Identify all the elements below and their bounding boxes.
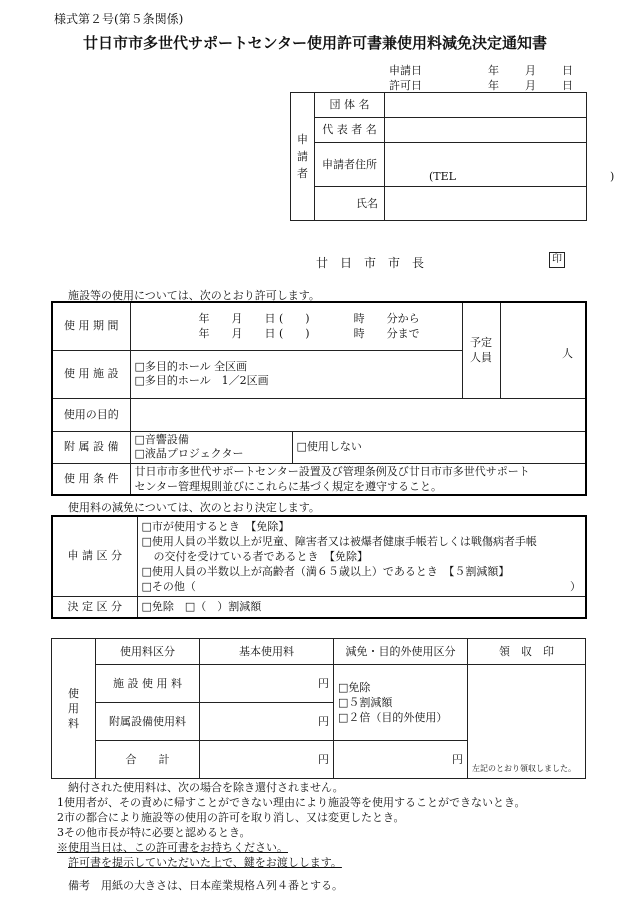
- fee-row-total: 合 計: [96, 741, 200, 779]
- reduction-option-city[interactable]: □市が使用するとき 【免除】: [141, 519, 290, 533]
- reduction-apply-label: 申 請 区 分: [52, 516, 137, 596]
- name-label: 氏名: [315, 187, 385, 221]
- usage-table: [51, 301, 587, 496]
- fee-col-exempt: 減免・目的外使用区分: [334, 639, 468, 665]
- fee-exempt-total[interactable]: 円: [334, 741, 468, 779]
- group-name-label: 団 体 名: [315, 93, 385, 118]
- fee-facility-amount[interactable]: 円: [200, 665, 334, 703]
- fee-row-equipment: 附属設備使用料: [96, 703, 200, 741]
- reduction-option-children-cont: の交付を受けている者であるとき 【免除】: [153, 549, 368, 563]
- note-1: 1使用者が、その責めに帰すことができない理由により施設等を使用することができないとき。: [57, 796, 526, 809]
- facility-label: 使 用 施 設: [52, 350, 130, 398]
- address-label: 申請者住所: [315, 143, 385, 187]
- date-day: 日: [562, 64, 573, 77]
- planned-field[interactable]: [500, 302, 586, 398]
- fee-side-label: 使用料: [52, 639, 96, 779]
- note-key: 許可書を提示していただいた上で、鍵をお渡しします。: [68, 856, 342, 869]
- planned-label: 予定人員: [462, 302, 500, 398]
- permit-date-label: 許可日: [389, 79, 422, 92]
- page-title: 廿日市市多世代サポートセンター使用許可書兼使用料減免決定通知書: [83, 34, 547, 52]
- period-label: 使 用 期 間: [52, 302, 130, 350]
- purpose-field[interactable]: [130, 398, 586, 431]
- fee-col-receipt: 領 収 印: [468, 639, 586, 665]
- note-refund: 納付された使用料は、次の場合を除き還付されません。: [68, 781, 344, 794]
- reduction-option-other[interactable]: □その他（ ）: [141, 579, 581, 593]
- fee-col-category: 使用料区分: [96, 639, 200, 665]
- period-to: 年 月 日 ( ) 時 分まで: [198, 327, 420, 341]
- purpose-label: 使用の目的: [52, 398, 130, 431]
- mayor-label: 廿 日 市 市 長: [316, 256, 425, 270]
- facility-option-all[interactable]: □多目的ホール 全区画: [134, 360, 248, 373]
- date-year: 年: [488, 79, 499, 92]
- period-field[interactable]: [130, 302, 462, 350]
- fee-exempt-option-free[interactable]: □免除: [338, 681, 371, 694]
- remark: 備考 用紙の大きさは、日本産業規格Ａ列４番とする。: [68, 879, 343, 892]
- applicant-side-label: 申請者: [291, 93, 315, 221]
- equipment-option-none[interactable]: □使用しない: [292, 431, 586, 463]
- equipment-option-sound[interactable]: □音響設備: [134, 433, 189, 446]
- date-day: 日: [562, 79, 573, 92]
- note-bring-permit: ※使用当日は、この許可書をお持ちください。: [57, 841, 288, 854]
- form-id: 様式第２号(第５条関係): [54, 12, 184, 26]
- decision-options[interactable]: □免除 □（ ）割減額: [137, 596, 586, 618]
- equipment-label: 附 属 設 備: [52, 431, 130, 463]
- receipt-stamp-area: [468, 665, 586, 779]
- fee-equipment-amount[interactable]: 円: [200, 703, 334, 741]
- reduction-intro: 使用料の減免については、次のとおり決定します。: [68, 501, 320, 514]
- facility-field: [130, 350, 462, 398]
- note-2: 2市の都合により施設等の使用の許可を取り消し、又は変更したとき。: [57, 811, 405, 824]
- tel-text: (TEL ): [429, 170, 615, 183]
- date-month: 月: [525, 79, 536, 92]
- receipt-note: 左記のとおり領収しました。: [472, 764, 576, 773]
- fee-table: [51, 638, 586, 779]
- seal-icon: 印: [549, 252, 565, 268]
- fee-total-amount[interactable]: 円: [200, 741, 334, 779]
- date-year: 年: [488, 64, 499, 77]
- group-name-field[interactable]: [385, 93, 587, 118]
- representative-field[interactable]: [385, 118, 587, 143]
- reduction-option-elderly[interactable]: □使用人員の半数以上が高齢者（満６５歳以上）であるとき 【５割減額】: [141, 564, 510, 578]
- facility-option-half[interactable]: □多目的ホール 1／2区画: [134, 374, 269, 387]
- address-field[interactable]: [385, 143, 615, 187]
- conditions-text: 廿日市市多世代サポートセンター設置及び管理条例及び廿日市市多世代サポート センター管理規則並びにこれらに基づく規定を遵守すること。: [130, 463, 586, 495]
- permit-intro: 施設等の使用については、次のとおり許可します。: [68, 289, 320, 302]
- conditions-label: 使 用 条 件: [52, 463, 130, 495]
- fee-col-basic: 基本使用料: [200, 639, 334, 665]
- person-unit: 人: [562, 347, 573, 360]
- name-field[interactable]: [385, 187, 587, 221]
- fee-exempt-option-double[interactable]: □２倍（目的外使用）: [338, 711, 448, 724]
- fee-exempt-options: [334, 665, 468, 741]
- applicant-table: [290, 92, 615, 221]
- fee-exempt-option-half[interactable]: □５割減額: [338, 696, 393, 709]
- apply-date-label: 申請日: [389, 64, 422, 77]
- note-3: 3その他市長が特に必要と認めるとき。: [57, 826, 251, 839]
- date-month: 月: [525, 64, 536, 77]
- equipment-option-projector[interactable]: □液晶プロジェクター: [134, 447, 244, 460]
- period-from: 年 月 日 ( ) 時 分から: [198, 312, 420, 326]
- reduction-table: [51, 515, 587, 619]
- reduction-option-children[interactable]: □使用人員の半数以上が児童、障害者又は被爆者健康手帳若しくは戦傷病者手帳: [141, 534, 537, 548]
- equipment-options: [130, 431, 292, 463]
- decision-label: 決 定 区 分: [52, 596, 137, 618]
- representative-label: 代 表 者 名: [315, 118, 385, 143]
- fee-row-facility: 施 設 使 用 料: [96, 665, 200, 703]
- reduction-options: [137, 516, 586, 596]
